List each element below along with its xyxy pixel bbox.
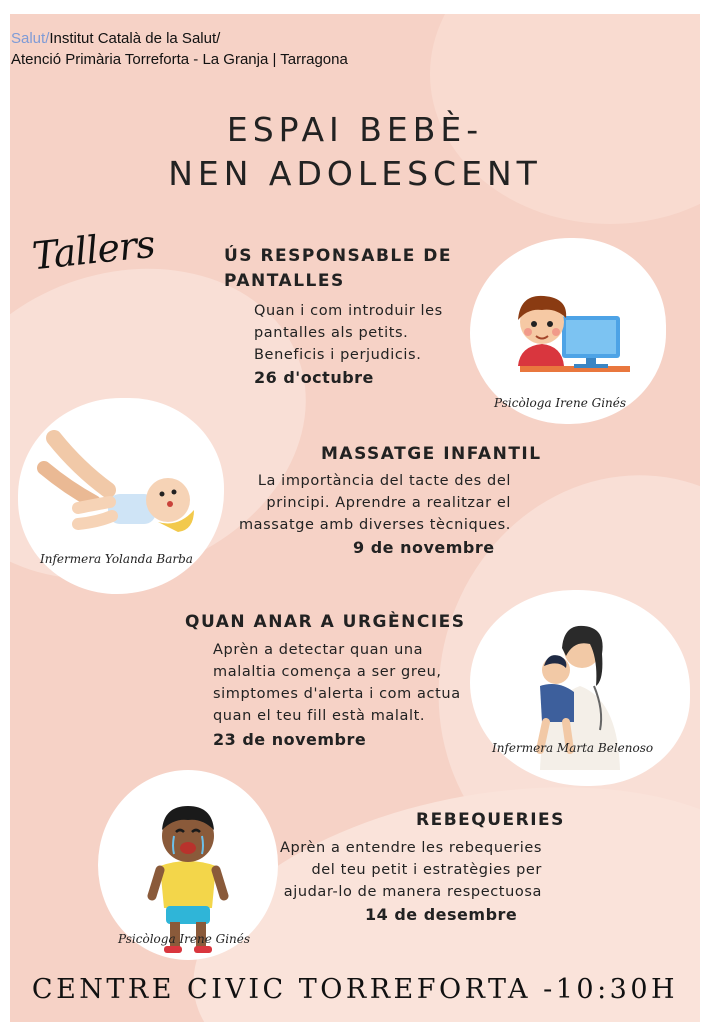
- poster: [10, 14, 700, 1022]
- workshop-title-line: PANTALLES: [224, 271, 345, 291]
- workshop-title-line: QUAN ANAR A URGÈNCIES: [185, 612, 466, 632]
- section-label: Tallers: [30, 221, 157, 279]
- description-line: La importància del tacte des del: [257, 473, 511, 489]
- workshop-title: [321, 442, 542, 467]
- institution-line-1: Institut Català de la Salut/: [49, 30, 221, 47]
- description-line: pantalles als petits.: [254, 325, 409, 341]
- workshop-description: [206, 470, 511, 536]
- description-line: Beneficis i perjudicis.: [254, 347, 422, 363]
- description-line: del teu petit i estratègies per: [311, 862, 542, 878]
- presenter-signature: Infermera Yolanda Barba: [40, 552, 193, 566]
- page-title: [10, 108, 700, 196]
- footer-location-time: CENTRE CIVIC TORREFORTA -10:30H: [31, 974, 679, 1005]
- workshop-title-line: REBEQUERIES: [416, 810, 565, 830]
- workshop-description: [254, 300, 443, 366]
- workshop-title: [224, 244, 452, 294]
- illustration-circle: [470, 590, 690, 786]
- description-line: Quan i com introduir les: [254, 303, 443, 319]
- title-line-1: ESPAI BEBÈ-: [226, 110, 484, 149]
- description-line: ajudar-lo de manera respectuosa: [283, 884, 542, 900]
- workshop-description: [213, 639, 461, 727]
- presenter-signature: Psicòloga Irene Ginés: [494, 396, 627, 410]
- title-line-2: NEN ADOLESCENT: [168, 154, 542, 193]
- workshop-date: 9 de novembre: [353, 538, 495, 557]
- workshop-description: [236, 837, 542, 903]
- institution-header: [11, 28, 348, 70]
- description-line: simptomes d'alerta i com actua: [213, 686, 461, 702]
- description-line: Aprèn a entendre les rebequeries: [279, 840, 542, 856]
- nurse-with-child-illustration: [470, 590, 690, 786]
- presenter-signature: Psicòloga Irene Ginés: [118, 932, 251, 946]
- workshop-title-line: ÚS RESPONSABLE DE: [224, 246, 452, 266]
- salut-label: Salut/: [11, 30, 50, 47]
- description-line: massatge amb diverses tècniques.: [238, 517, 511, 533]
- workshop-date: 14 de desembre: [365, 905, 518, 924]
- workshop-date: 23 de novembre: [213, 730, 367, 749]
- presenter-signature: Infermera Marta Belenoso: [492, 741, 654, 755]
- workshop-date: 26 d'octubre: [254, 368, 374, 387]
- description-line: quan el teu fill està malalt.: [213, 708, 426, 724]
- description-line: malaltia comença a ser greu,: [213, 664, 442, 680]
- institution-line-2: Atenció Primària Torreforta - La Granja | Tarragona: [11, 51, 348, 68]
- description-line: Aprèn a detectar quan una: [213, 642, 424, 658]
- description-line: principi. Aprendre a realitzar el: [266, 495, 511, 511]
- workshop-title-line: MASSATGE INFANTIL: [321, 444, 542, 464]
- workshop-title: [416, 808, 565, 833]
- workshop-title: [185, 610, 466, 635]
